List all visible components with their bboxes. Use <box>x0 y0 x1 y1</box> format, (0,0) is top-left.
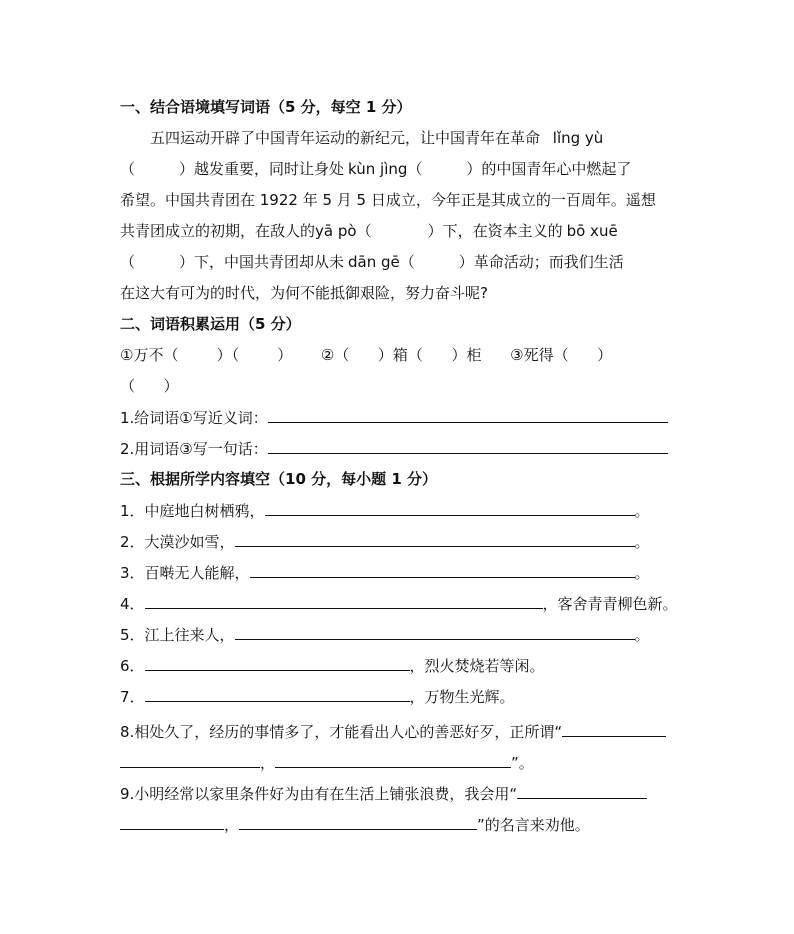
section2-q1 <box>120 407 668 427</box>
answer-line[interactable] <box>120 752 260 768</box>
section1-text: ）下，在资本主义的 <box>427 222 563 240</box>
answer-line[interactable] <box>145 655 410 671</box>
punctuation: 。 <box>634 502 650 520</box>
section1-text: ）越发重要，同时让身处 <box>179 160 345 178</box>
answer-line[interactable] <box>517 783 647 799</box>
answer-line[interactable] <box>145 593 543 609</box>
poem-q3 <box>120 562 650 582</box>
poem-line: ，客舍青青柳色新。 <box>542 595 678 613</box>
poem-q7 <box>120 686 515 706</box>
section1-text: 共青团成立的初期，在敌人的 <box>120 222 316 240</box>
poem-q6 <box>120 655 545 675</box>
pinyin-kunjing: kùn jìng <box>348 160 408 178</box>
idiom-row[interactable]: ①万不（ ）（ ） ②（ ）箱（ ）柜 ③死得（ ） <box>120 346 613 364</box>
poem-line: ，万物生光辉。 <box>409 688 515 706</box>
punctuation: ， <box>224 816 240 834</box>
paren-open: （ <box>120 160 136 178</box>
paren-open: （ <box>407 160 423 178</box>
section1-line4 <box>120 221 618 241</box>
question-label: 4． <box>120 595 145 613</box>
poem-q5 <box>120 624 650 644</box>
question-label: 3．百啭无人能解， <box>120 564 250 582</box>
section1-line6: 在这大有可为的时代，为何不能抵御艰险，努力奋斗呢? <box>120 284 488 302</box>
pinyin-lingyu: lǐng yù <box>552 129 604 147</box>
answer-line[interactable] <box>235 624 635 640</box>
section1-heading: 一、结合语境填写词语（5 分，每空 1 分） <box>120 98 412 116</box>
paren-open: （ <box>399 253 415 271</box>
punctuation: ”。 <box>511 754 534 772</box>
section1-text: 五四运动开辟了中国青年运动的新纪元，让中国青年在革命 <box>150 129 541 147</box>
pinyin-dange: dān gē <box>348 253 400 271</box>
question-text: 9.小明经常以家里条件好为由有在生活上铺张浪费，我会用“ <box>120 785 518 803</box>
poem-q4 <box>120 593 678 613</box>
answer-line[interactable] <box>250 562 635 578</box>
q8-answer <box>120 752 534 772</box>
paren-open: （ <box>356 222 372 240</box>
answer-line[interactable] <box>265 500 635 516</box>
question-text: 8.相处久了，经历的事情多了，才能看出人心的善恶好歹，正所谓“ <box>120 723 563 741</box>
section1-line3: 希望。中国共青团在 1922 年 5 月 5 日成立，今年正是其成立的一百周年。遥想 <box>120 191 656 209</box>
answer-line[interactable] <box>120 814 224 830</box>
section2-q2 <box>120 438 668 458</box>
paren-open: （ <box>120 253 136 271</box>
poem-line: ，烈火焚烧若等闲。 <box>409 657 545 675</box>
punctuation: 。 <box>634 564 650 582</box>
question-label: 6． <box>120 657 145 675</box>
poem-q1 <box>120 500 650 520</box>
section1-line2 <box>120 159 631 179</box>
answer-line[interactable] <box>268 438 668 454</box>
answer-line[interactable] <box>145 686 410 702</box>
answer-line[interactable] <box>562 721 666 737</box>
section1-text: ）下，中国共青团却从未 <box>179 253 345 271</box>
q9-answer <box>120 814 590 834</box>
question-label: 7． <box>120 688 145 706</box>
punctuation: 。 <box>634 533 650 551</box>
punctuation: 。 <box>634 626 650 644</box>
question-label: 2.用词语③写一句话： <box>120 440 268 458</box>
answer-line[interactable] <box>239 814 477 830</box>
section1-text: ）的中国青年心中燃起了 <box>466 160 632 178</box>
answer-line[interactable] <box>275 752 511 768</box>
q8-prompt <box>120 721 666 741</box>
question-label: 2．大漠沙如雪， <box>120 533 235 551</box>
question-label: 1．中庭地白树栖鸦， <box>120 502 265 520</box>
poem-q2 <box>120 531 650 551</box>
answer-line[interactable] <box>235 531 635 547</box>
question-label: 5．江上往来人， <box>120 626 235 644</box>
answer-line[interactable] <box>268 407 668 423</box>
punctuation: ， <box>260 754 276 772</box>
q9-prompt <box>120 783 647 803</box>
idiom-row-wrap[interactable]: （ ） <box>120 377 179 395</box>
section2-heading: 二、词语积累运用（5 分） <box>120 315 301 333</box>
pinyin-boxue: bō xuē <box>566 222 618 240</box>
question-label: 1.给词语①写近义词： <box>120 409 268 427</box>
question-text: ”的名言来劝他。 <box>477 816 590 834</box>
pinyin-yapo: yā pò <box>315 222 357 240</box>
section1-line1 <box>150 128 603 148</box>
section1-line5 <box>120 252 624 272</box>
section1-text: ）革命活动；而我们生活 <box>458 253 624 271</box>
section3-heading: 三、根据所学内容填空（10 分，每小题 1 分） <box>120 470 437 488</box>
